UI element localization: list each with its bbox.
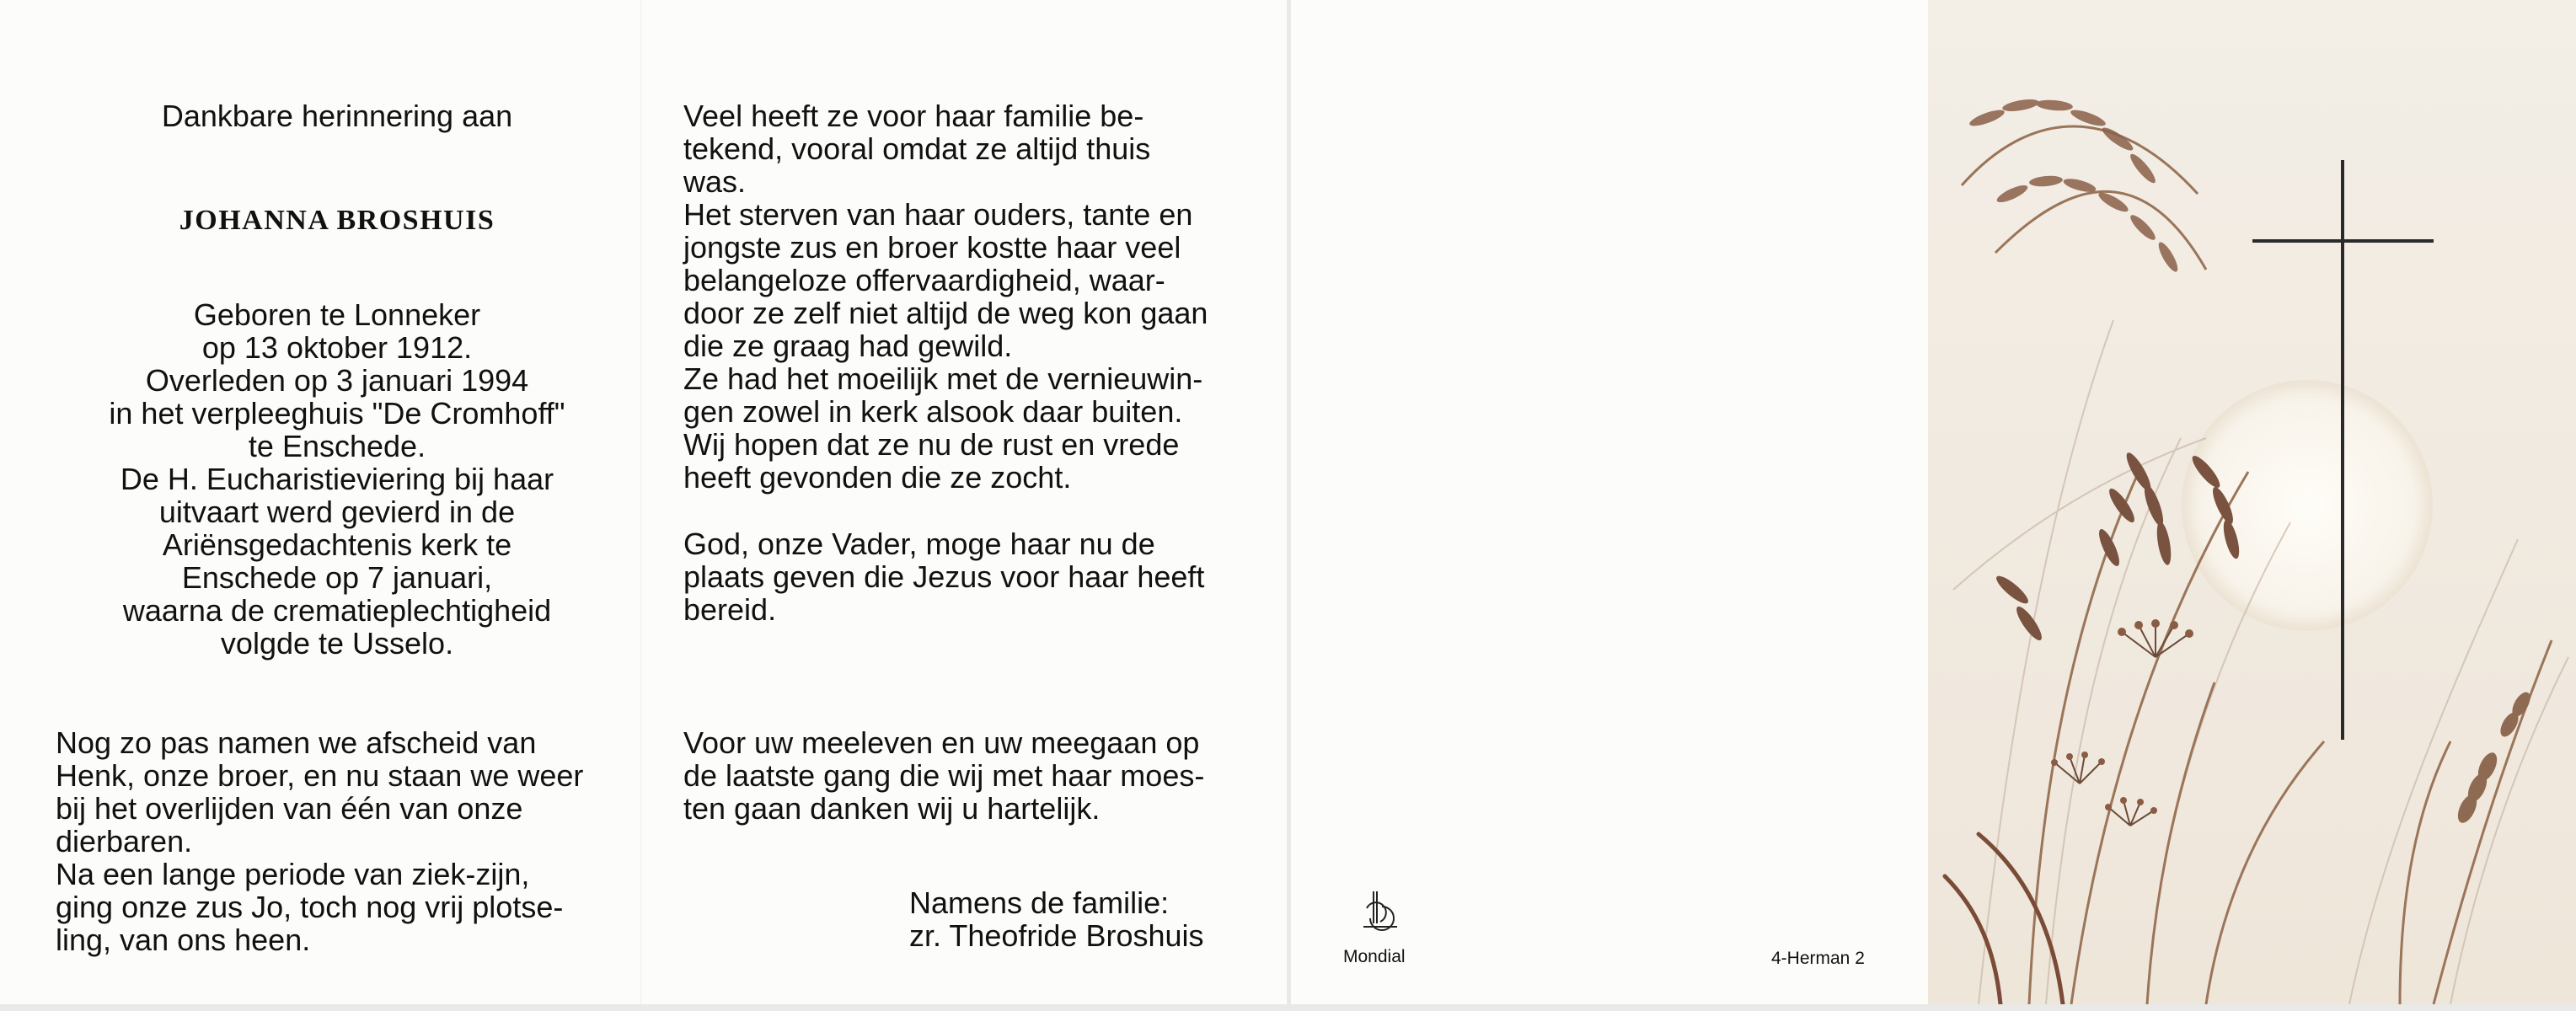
signature-line: zr. Theofride Broshuis [909,918,1204,953]
paragraph-line: heeft gevonden die ze zocht. [683,460,1072,495]
bio-line: uitvaart werd gevierd in de [158,495,516,529]
publisher-name: Mondial [1343,947,1406,966]
paragraph-line: door ze zelf niet altijd de weg kon gaan [683,296,1208,330]
paragraph-line: ling, van ons heen. [56,923,311,957]
memorial-card-inner [0,0,1287,1004]
paragraph-line: die ze graag had gewild. [683,329,1013,363]
mondial-logo-icon [1357,886,1404,939]
paragraph-line: belangeloze offervaardigheid, waar- [683,263,1165,297]
bio-line: in het verpleeghuis "De Cromhoff" [109,396,565,431]
deceased-name: JOHANNA BROSHUIS [179,205,495,236]
memorial-card-outside [1291,0,2576,1004]
back-panel [1291,0,1928,1004]
paragraph-line: Veel heeft ze voor haar familie be- [683,99,1144,133]
paragraph-line: bereid. [683,592,777,627]
signature-line: Namens de familie: [909,885,1170,920]
inner-left-panel [0,0,640,1004]
card-code: 4-Herman 2 [1771,949,1865,968]
paragraph-line: Wij hopen dat ze nu de rust en vrede [683,427,1180,462]
paragraph-line: tekend, vooral omdat ze altijd thuis [683,131,1151,166]
inner-right-panel [640,0,1288,1004]
paragraph-line: dierbaren. [56,824,193,859]
paragraph-line: plaats geven die Jezus voor haar heeft [683,559,1205,594]
paragraph-line: ging onze zus Jo, toch nog vrij plotse- [56,890,564,924]
paragraph-line: jongste zus en broer kostte haar veel [683,230,1181,265]
paragraph-line: Na een lange periode van ziek-zijn, [56,857,530,891]
paragraph-line: de laatste gang die wij met haar moes- [683,758,1205,793]
bio-line: Overleden op 3 januari 1994 [145,363,529,398]
paragraph-line: gen zowel in kerk alsook daar buiten. [683,394,1183,429]
bio-line: De H. Eucharistieviering bij haar [120,462,554,496]
paragraph-line: God, onze Vader, moge haar nu de [683,527,1155,561]
paragraph-line: ten gaan danken wij u hartelijk. [683,791,1101,826]
paragraph-line: Nog zo pas namen we afscheid van [56,725,537,760]
paragraph-line: was. [683,164,747,199]
bio-line: waarna de crematieplechtigheid [122,593,552,628]
paragraph-line: bij het overlijden van één van onze [56,791,523,826]
bio-line: volgde te Usselo. [220,626,454,661]
bio-line: op 13 oktober 1912. [201,330,473,365]
paragraph-line: Henk, onze broer, en nu staan we weer [56,758,584,793]
card-heading: Dankbare herinnering aan [161,99,513,133]
bio-line: Ariënsgedachtenis kerk te [162,527,512,562]
paragraph-line: Het sterven van haar ouders, tante en [683,197,1193,232]
paragraph-line: Ze had het moeilijk met de vernieuwin- [683,361,1203,396]
front-cover [1928,0,2576,1004]
bio-line: Enschede op 7 januari, [181,560,493,595]
grasses-moon-cross-illustration [1928,0,2576,1004]
bio-line: Geboren te Lonneker [193,297,481,332]
paragraph-line: Voor uw meeleven en uw meegaan op [683,725,1200,760]
bio-line: te Enschede. [248,429,426,463]
